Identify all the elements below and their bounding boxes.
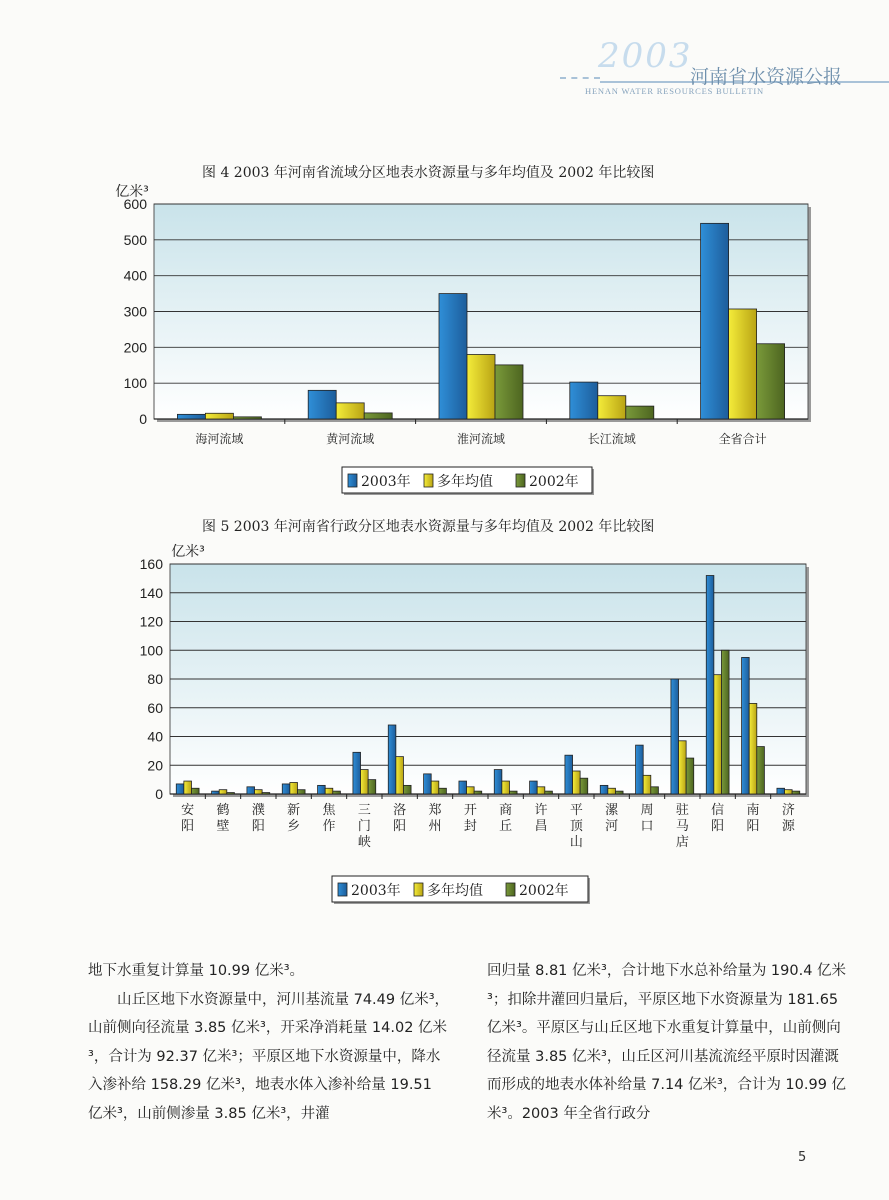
legend-swatch — [516, 474, 525, 487]
bar — [474, 791, 482, 794]
bar — [777, 788, 785, 794]
paragraph-right-1: 回归量 8.81 亿米³，合计地下水总补给量为 190.4 亿米³；扣除井灌回归量后，平原区地下水资源量为 181.65 亿米³。平原区与山丘区地下水重复计算量中，山前侧向径流量 3.85 亿米³，山丘区河川基流流经平原时因灌溉而形成的地表水体补给量 7.14 亿米³，合计为 10.99 亿米³。2003 年全省行政分 — [487, 963, 847, 1122]
bar — [290, 783, 298, 795]
bar — [459, 781, 467, 794]
bar — [255, 790, 263, 794]
y-tick-label: 20 — [147, 757, 163, 774]
x-category-label: 三门峡 — [357, 803, 371, 850]
bar — [600, 785, 608, 794]
y-tick-label: 40 — [147, 728, 163, 745]
bar — [297, 790, 305, 794]
page-number: 5 — [798, 1150, 807, 1165]
x-category-label: 济源 — [781, 803, 795, 834]
bar — [318, 785, 326, 794]
legend-swatch — [348, 474, 357, 487]
y-tick-label: 200 — [123, 339, 147, 356]
x-category-label: 长江流域 — [587, 432, 636, 446]
bar — [353, 752, 361, 794]
bar — [308, 390, 336, 419]
y-tick-label: 100 — [139, 642, 163, 659]
bar — [757, 344, 785, 419]
bar — [643, 775, 651, 794]
bar — [227, 793, 235, 794]
y-tick-label: 160 — [139, 556, 163, 572]
bar — [679, 741, 687, 794]
bar — [403, 785, 411, 794]
y-axis-label: 亿米³ — [171, 544, 205, 560]
bar — [714, 675, 722, 794]
bar — [785, 790, 793, 794]
x-category-label: 周口 — [640, 803, 654, 834]
x-category-label: 洛阳 — [393, 803, 407, 834]
y-tick-label: 60 — [147, 699, 163, 716]
bar — [742, 657, 750, 794]
legend-swatch — [424, 474, 433, 487]
bar — [509, 791, 517, 794]
legend-label: 2002年 — [529, 474, 579, 490]
bar — [615, 791, 623, 794]
bar — [495, 365, 523, 419]
bar — [626, 406, 654, 419]
figure-4-title: 图 4 2003 年河南省流域分区地表水资源量与多年均值及 2002 年比较图 — [202, 165, 655, 181]
x-category-label: 海河流域 — [195, 432, 244, 446]
bar — [247, 787, 255, 794]
bar — [545, 791, 553, 794]
y-tick-label: 0 — [155, 786, 163, 802]
paragraph-left-1: 地下水重复计算量 10.99 亿米³。 — [88, 963, 305, 979]
x-category-label: 漯河 — [605, 803, 619, 834]
bar — [598, 396, 626, 419]
bar — [608, 788, 616, 794]
bar — [388, 725, 396, 794]
bar — [706, 576, 714, 795]
bar — [636, 745, 644, 794]
y-tick-label: 120 — [139, 613, 163, 630]
bar — [424, 774, 432, 794]
bar — [439, 788, 447, 794]
legend-label: 2003年 — [361, 474, 411, 490]
figure-5-title: 图 5 2003 年河南省行政分区地表水资源量与多年均值及 2002 年比较图 — [202, 519, 655, 535]
legend-swatch — [506, 883, 515, 896]
bar — [467, 787, 475, 794]
bar — [431, 781, 439, 794]
x-category-label: 平顶山 — [569, 803, 583, 850]
bar — [333, 791, 341, 794]
header-title: 河南省水资源公报 — [690, 66, 843, 88]
x-category-label: 南阳 — [746, 803, 760, 834]
paragraph-left-2: 山丘区地下水资源量中，河川基流量 74.49 亿米³，山前侧向径流量 3.85 亿米³，开采净消耗量 14.02 亿米³，合计为 92.37 亿米³；平原区地下水资源量中，降水入渗补给 158.29 亿米³，地表水体入渗补给量 19.51 亿米³，山前侧渗量 3.85 亿米³，井灌 — [88, 991, 450, 1122]
x-category-label: 黄河流域 — [326, 432, 375, 446]
header-year: 2003 — [598, 36, 693, 76]
bar — [792, 791, 800, 794]
bar — [325, 788, 333, 794]
x-category-label: 信阳 — [711, 803, 725, 834]
x-category-label: 开封 — [463, 803, 477, 834]
legend-swatch — [338, 883, 347, 896]
y-tick-label: 0 — [139, 411, 147, 427]
bar — [368, 780, 376, 794]
bar — [573, 771, 581, 794]
x-category-label: 商丘 — [499, 803, 513, 834]
bar — [570, 382, 598, 419]
bar — [177, 414, 205, 419]
x-category-label: 鹤壁 — [216, 803, 230, 834]
y-tick-label: 400 — [123, 267, 147, 284]
x-category-label: 濮阳 — [251, 803, 265, 834]
bar — [439, 294, 467, 419]
x-category-label: 淮河流域 — [456, 432, 506, 446]
bar — [396, 757, 404, 794]
bar — [651, 787, 659, 794]
bar — [467, 355, 495, 420]
x-category-label: 许昌 — [534, 803, 548, 834]
bar — [282, 784, 290, 794]
legend-label: 2003年 — [351, 883, 401, 899]
bar — [721, 650, 729, 794]
x-category-label: 焦作 — [322, 803, 336, 834]
bar — [580, 778, 588, 794]
x-category-label: 驻马店 — [675, 803, 689, 850]
bar — [364, 413, 392, 419]
bar — [502, 781, 510, 794]
x-category-label: 安阳 — [181, 803, 195, 834]
bar — [191, 788, 199, 794]
legend-label: 2002年 — [519, 883, 569, 899]
body-text-right — [487, 957, 847, 1128]
bar — [565, 755, 573, 794]
bar — [176, 784, 184, 794]
bar — [671, 679, 679, 794]
bar — [233, 417, 261, 419]
bar — [212, 791, 220, 794]
bar — [530, 781, 538, 794]
y-tick-label: 500 — [123, 231, 147, 248]
bar — [219, 790, 227, 794]
bar — [361, 770, 369, 794]
legend-label: 多年均值 — [437, 474, 493, 490]
bar — [686, 758, 694, 794]
bar — [205, 413, 233, 419]
y-tick-label: 140 — [139, 584, 163, 601]
bar — [537, 787, 545, 794]
bar — [336, 403, 364, 419]
y-tick-label: 600 — [123, 196, 147, 212]
body-text-left — [88, 957, 450, 1128]
bar — [757, 747, 765, 794]
x-category-label: 郑州 — [428, 803, 442, 834]
bar — [184, 781, 192, 794]
y-axis-label: 亿米³ — [115, 184, 149, 200]
bar — [494, 770, 502, 794]
y-tick-label: 80 — [147, 671, 163, 687]
bar — [729, 309, 757, 419]
bar — [262, 793, 270, 794]
bar — [749, 703, 757, 794]
x-category-label: 全省合计 — [718, 432, 767, 446]
y-tick-label: 100 — [123, 375, 147, 392]
header-subtitle: HENAN WATER RESOURCES BULLETIN — [585, 86, 764, 96]
legend-swatch — [414, 883, 423, 896]
bar — [701, 223, 729, 419]
y-tick-label: 300 — [123, 303, 147, 320]
legend-label: 多年均值 — [427, 883, 483, 899]
x-category-label: 新乡 — [287, 803, 301, 834]
